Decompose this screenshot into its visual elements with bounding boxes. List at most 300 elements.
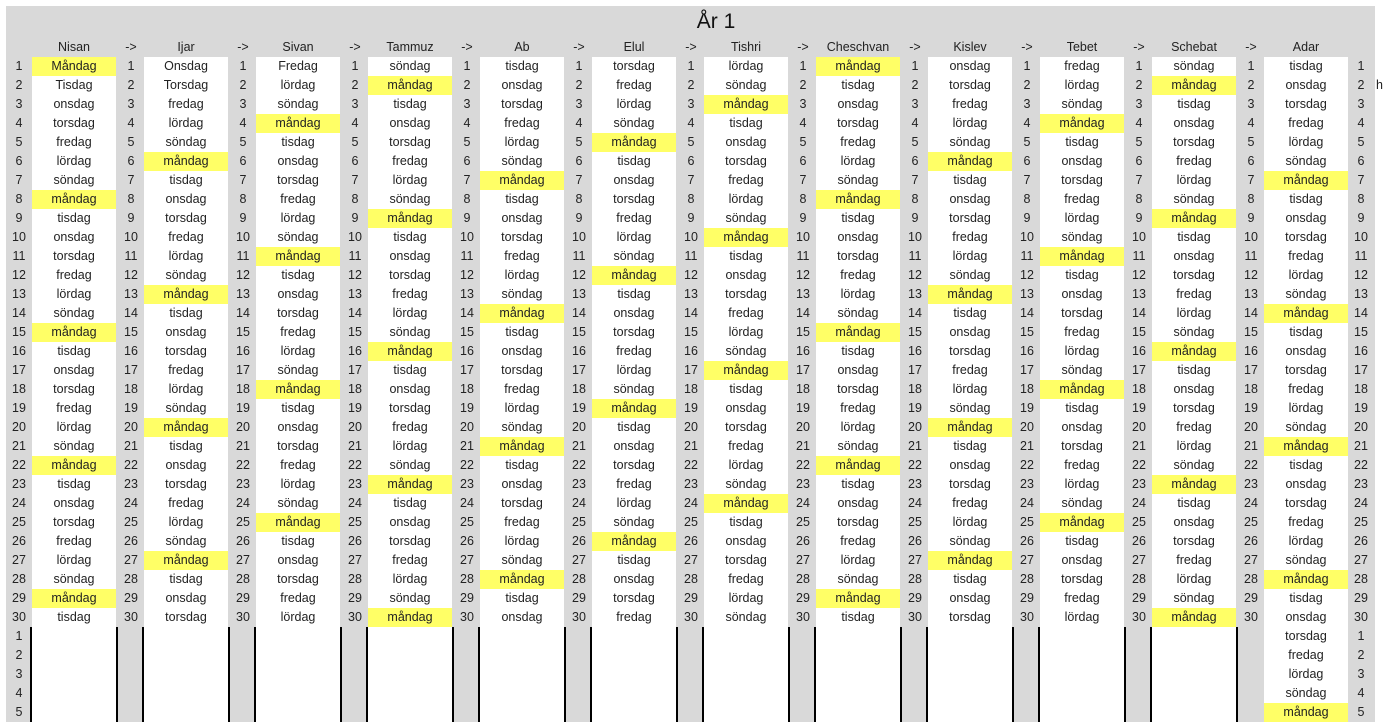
blank-cell <box>1040 703 1124 722</box>
day-cell: måndag <box>256 114 340 133</box>
row-number: 15 <box>12 325 26 339</box>
blank-cell <box>816 684 900 703</box>
day-cell: lördag <box>1040 608 1124 627</box>
row-number: 5 <box>15 705 23 719</box>
day-cell: måndag <box>928 152 1012 171</box>
day-cell: onsdag <box>256 152 340 171</box>
day-cell: onsdag <box>816 361 900 380</box>
day-cell: tisdag <box>32 209 116 228</box>
row-number: 21 <box>1132 439 1146 453</box>
row-number: 20 <box>460 420 474 434</box>
day-cell: fredag <box>368 418 452 437</box>
row-number: 19 <box>1244 401 1258 415</box>
row-number: 27 <box>1244 553 1258 567</box>
row-number: 20 <box>684 420 698 434</box>
day-cell: torsdag <box>368 133 452 152</box>
row-number: 3 <box>1135 97 1143 111</box>
row-number: 5 <box>239 135 247 149</box>
row-number: 14 <box>348 306 362 320</box>
row-number: 12 <box>124 268 138 282</box>
row-number: 13 <box>124 287 138 301</box>
day-cell: lördag <box>256 342 340 361</box>
day-cell: måndag <box>480 304 564 323</box>
row-number: 5 <box>1247 135 1255 149</box>
row-number: 11 <box>12 249 26 263</box>
row-number: 3 <box>799 97 807 111</box>
row-number: 6 <box>351 154 359 168</box>
day-cell: fredag <box>480 513 564 532</box>
row-number: 17 <box>12 363 26 377</box>
month-header: Schebat <box>1171 40 1217 54</box>
blank-cell <box>592 646 676 665</box>
overflow-glyph: h <box>1376 78 1383 92</box>
row-number: 11 <box>1020 249 1034 263</box>
day-cell: måndag <box>928 285 1012 304</box>
row-number: 29 <box>12 591 26 605</box>
day-cell: torsdag <box>928 475 1012 494</box>
row-number: 14 <box>460 306 474 320</box>
blank-cell <box>480 665 564 684</box>
day-cell: tisdag <box>928 437 1012 456</box>
row-number: 26 <box>12 534 26 548</box>
blank-cell <box>256 646 340 665</box>
day-cell: fredag <box>816 133 900 152</box>
row-number: 1 <box>463 59 471 73</box>
blank-cell <box>256 703 340 722</box>
day-cell: onsdag <box>1264 76 1348 95</box>
row-number: 3 <box>1357 667 1365 681</box>
row-number: 7 <box>687 173 695 187</box>
month-header: Ab <box>514 40 530 54</box>
row-number: 4 <box>1357 116 1365 130</box>
row-number: 19 <box>12 401 26 415</box>
row-number: 12 <box>1244 268 1258 282</box>
day-cell: torsdag <box>592 456 676 475</box>
day-cell: tisdag <box>1264 323 1348 342</box>
row-number: 17 <box>348 363 362 377</box>
arrow-label: -> <box>349 40 361 54</box>
row-number: 24 <box>348 496 362 510</box>
day-cell: tisdag <box>1264 57 1348 76</box>
day-cell: fredag <box>816 399 900 418</box>
day-cell: onsdag <box>480 209 564 228</box>
row-number: 1 <box>15 59 23 73</box>
row-number: 12 <box>12 268 26 282</box>
row-number: 23 <box>684 477 698 491</box>
row-number: 7 <box>799 173 807 187</box>
day-cell: onsdag <box>256 551 340 570</box>
row-number: 25 <box>684 515 698 529</box>
row-number: 22 <box>1354 458 1368 472</box>
day-cell: fredag <box>928 361 1012 380</box>
row-number: 26 <box>124 534 138 548</box>
day-cell: onsdag <box>32 95 116 114</box>
row-number: 2 <box>687 78 695 92</box>
day-cell: måndag <box>1152 608 1236 627</box>
row-number: 7 <box>1023 173 1031 187</box>
row-number: 18 <box>236 382 250 396</box>
day-cell: söndag <box>592 247 676 266</box>
row-number: 30 <box>796 610 810 624</box>
row-number: 4 <box>351 116 359 130</box>
day-cell: torsdag <box>1152 133 1236 152</box>
day-cell: måndag <box>480 437 564 456</box>
column-separator <box>702 627 704 722</box>
day-cell: Torsdag <box>144 76 228 95</box>
row-number: 25 <box>1354 515 1368 529</box>
day-cell: tisdag <box>144 437 228 456</box>
row-number: 2 <box>1357 648 1365 662</box>
row-number: 9 <box>351 211 359 225</box>
day-cell: fredag <box>704 304 788 323</box>
day-cell: fredag <box>1152 285 1236 304</box>
day-cell: söndag <box>32 570 116 589</box>
row-number: 25 <box>1244 515 1258 529</box>
row-number: 11 <box>908 249 922 263</box>
row-number: 14 <box>124 306 138 320</box>
row-number: 4 <box>687 116 695 130</box>
row-number: 1 <box>687 59 695 73</box>
row-number: 16 <box>572 344 586 358</box>
day-cell: måndag <box>1040 380 1124 399</box>
row-number: 4 <box>463 116 471 130</box>
day-cell: måndag <box>816 323 900 342</box>
row-number: 21 <box>908 439 922 453</box>
day-cell: tisdag <box>1040 133 1124 152</box>
row-number: 24 <box>1132 496 1146 510</box>
day-cell: torsdag <box>928 209 1012 228</box>
row-number: 18 <box>348 382 362 396</box>
row-number: 15 <box>1020 325 1034 339</box>
day-cell: måndag <box>32 190 116 209</box>
row-number: 1 <box>575 59 583 73</box>
day-cell: måndag <box>368 475 452 494</box>
day-cell: torsdag <box>704 418 788 437</box>
row-number: 23 <box>796 477 810 491</box>
day-cell: söndag <box>816 171 900 190</box>
day-cell: fredag <box>368 551 452 570</box>
column-separator <box>1012 627 1014 722</box>
day-cell: måndag <box>480 171 564 190</box>
day-cell: måndag <box>256 380 340 399</box>
row-number: 27 <box>908 553 922 567</box>
blank-cell <box>1152 627 1236 646</box>
day-cell: torsdag <box>32 513 116 532</box>
day-cell: tisdag <box>144 570 228 589</box>
arrow-label: -> <box>125 40 137 54</box>
day-cell: fredag <box>256 323 340 342</box>
row-number: 1 <box>15 629 23 643</box>
row-number: 21 <box>796 439 810 453</box>
row-number: 16 <box>1020 344 1034 358</box>
row-number: 10 <box>572 230 586 244</box>
row-number: 15 <box>460 325 474 339</box>
day-cell: tisdag <box>1264 589 1348 608</box>
day-cell: tisdag <box>1152 95 1236 114</box>
blank-cell <box>32 703 116 722</box>
row-number: 6 <box>687 154 695 168</box>
row-number: 11 <box>572 249 586 263</box>
row-number: 15 <box>1132 325 1146 339</box>
month-header: Ijar <box>177 40 195 54</box>
row-number: 1 <box>911 59 919 73</box>
row-number: 26 <box>1020 534 1034 548</box>
blank-cell <box>816 665 900 684</box>
blank-cell <box>144 627 228 646</box>
row-number: 16 <box>1244 344 1258 358</box>
day-cell: fredag <box>32 133 116 152</box>
day-cell: onsdag <box>816 494 900 513</box>
row-number: 26 <box>348 534 362 548</box>
row-number: 23 <box>1244 477 1258 491</box>
day-cell: onsdag <box>480 342 564 361</box>
day-cell: söndag <box>1152 190 1236 209</box>
row-number: 4 <box>575 116 583 130</box>
row-number: 1 <box>1357 59 1365 73</box>
row-number: 18 <box>1132 382 1146 396</box>
day-cell: lördag <box>1264 665 1348 684</box>
column-separator <box>366 627 368 722</box>
day-cell: söndag <box>368 589 452 608</box>
row-number: 18 <box>796 382 810 396</box>
column-separator <box>1038 627 1040 722</box>
day-cell: söndag <box>592 380 676 399</box>
day-cell: fredag <box>256 190 340 209</box>
day-cell: onsdag <box>928 190 1012 209</box>
day-cell: fredag <box>1264 646 1348 665</box>
day-cell: söndag <box>1152 57 1236 76</box>
day-cell: lördag <box>144 247 228 266</box>
day-cell: tisdag <box>256 266 340 285</box>
row-number: 8 <box>15 192 23 206</box>
day-cell: tisdag <box>1040 399 1124 418</box>
day-cell: lördag <box>704 589 788 608</box>
day-cell: onsdag <box>704 266 788 285</box>
day-cell: söndag <box>32 171 116 190</box>
row-number: 20 <box>348 420 362 434</box>
blank-cell <box>32 665 116 684</box>
month-header: Elul <box>623 40 645 54</box>
day-cell: onsdag <box>928 456 1012 475</box>
row-number: 11 <box>348 249 362 263</box>
day-cell: torsdag <box>704 152 788 171</box>
row-number: 8 <box>911 192 919 206</box>
day-cell: tisdag <box>1152 494 1236 513</box>
day-cell: tisdag <box>1264 456 1348 475</box>
day-cell: tisdag <box>480 57 564 76</box>
day-cell: lördag <box>480 133 564 152</box>
day-cell: tisdag <box>368 494 452 513</box>
day-cell: tisdag <box>368 361 452 380</box>
row-number: 9 <box>463 211 471 225</box>
day-cell: Fredag <box>256 57 340 76</box>
row-number: 9 <box>239 211 247 225</box>
row-number: 8 <box>127 192 135 206</box>
blank-cell <box>480 684 564 703</box>
day-cell: fredag <box>592 76 676 95</box>
day-cell: lördag <box>480 532 564 551</box>
month-header: Cheschvan <box>826 40 890 54</box>
day-cell: lördag <box>1152 304 1236 323</box>
row-number: 6 <box>799 154 807 168</box>
blank-cell <box>32 684 116 703</box>
day-cell: fredag <box>256 589 340 608</box>
row-number: 2 <box>127 78 135 92</box>
row-number: 12 <box>572 268 586 282</box>
day-cell: onsdag <box>368 380 452 399</box>
day-cell: tisdag <box>256 532 340 551</box>
column-separator <box>228 627 230 722</box>
month-header: Nisan <box>58 40 90 54</box>
row-number: 29 <box>1132 591 1146 605</box>
row-number: 18 <box>124 382 138 396</box>
row-number: 29 <box>796 591 810 605</box>
day-cell: måndag <box>1040 114 1124 133</box>
day-cell: fredag <box>144 95 228 114</box>
day-cell: söndag <box>816 437 900 456</box>
day-cell: lördag <box>1040 342 1124 361</box>
day-cell: måndag <box>32 589 116 608</box>
day-cell: torsdag <box>1264 361 1348 380</box>
day-cell: tisdag <box>928 171 1012 190</box>
day-cell: torsdag <box>1264 95 1348 114</box>
day-cell: söndag <box>368 57 452 76</box>
row-number: 24 <box>796 496 810 510</box>
row-number: 29 <box>1244 591 1258 605</box>
day-cell: söndag <box>1264 551 1348 570</box>
row-number: 28 <box>908 572 922 586</box>
day-cell: söndag <box>256 95 340 114</box>
day-cell: söndag <box>704 475 788 494</box>
row-number: 15 <box>1244 325 1258 339</box>
row-number: 11 <box>460 249 474 263</box>
row-number: 17 <box>124 363 138 377</box>
day-cell: tisdag <box>1152 228 1236 247</box>
row-number: 28 <box>124 572 138 586</box>
day-cell: tisdag <box>816 342 900 361</box>
row-number: 2 <box>1023 78 1031 92</box>
day-cell: onsdag <box>1040 551 1124 570</box>
day-cell: fredag <box>480 247 564 266</box>
row-number: 21 <box>12 439 26 453</box>
row-number: 27 <box>1132 553 1146 567</box>
day-cell: tisdag <box>928 570 1012 589</box>
row-number: 24 <box>124 496 138 510</box>
row-number: 3 <box>1023 97 1031 111</box>
day-cell: torsdag <box>32 380 116 399</box>
day-cell: måndag <box>704 494 788 513</box>
day-cell: torsdag <box>816 380 900 399</box>
row-number: 8 <box>687 192 695 206</box>
day-cell: tisdag <box>32 475 116 494</box>
row-number: 28 <box>460 572 474 586</box>
day-cell: söndag <box>928 266 1012 285</box>
day-cell: fredag <box>480 380 564 399</box>
row-number: 18 <box>1244 382 1258 396</box>
day-cell: lördag <box>1264 532 1348 551</box>
day-cell: fredag <box>704 437 788 456</box>
row-number: 12 <box>908 268 922 282</box>
row-number: 30 <box>684 610 698 624</box>
day-cell: onsdag <box>480 475 564 494</box>
row-number: 2 <box>1135 78 1143 92</box>
day-cell: måndag <box>1264 703 1348 722</box>
row-number: 26 <box>796 534 810 548</box>
blank-cell <box>704 684 788 703</box>
row-number: 8 <box>1023 192 1031 206</box>
day-cell: onsdag <box>368 247 452 266</box>
day-cell: torsdag <box>368 399 452 418</box>
row-number: 3 <box>575 97 583 111</box>
row-number: 19 <box>572 401 586 415</box>
row-number: 1 <box>351 59 359 73</box>
blank-cell <box>480 627 564 646</box>
row-number: 13 <box>572 287 586 301</box>
row-number: 27 <box>460 553 474 567</box>
day-cell: onsdag <box>704 399 788 418</box>
day-cell: torsdag <box>704 551 788 570</box>
row-number: 28 <box>1244 572 1258 586</box>
row-number: 22 <box>908 458 922 472</box>
row-number: 2 <box>239 78 247 92</box>
row-number: 13 <box>1132 287 1146 301</box>
day-cell: söndag <box>1264 418 1348 437</box>
row-number: 27 <box>236 553 250 567</box>
row-number: 7 <box>1247 173 1255 187</box>
day-cell: lördag <box>592 228 676 247</box>
row-number: 10 <box>1132 230 1146 244</box>
day-cell: söndag <box>592 513 676 532</box>
day-cell: lördag <box>256 76 340 95</box>
day-cell: fredag <box>704 171 788 190</box>
blank-cell <box>1040 665 1124 684</box>
row-number: 11 <box>684 249 698 263</box>
day-cell: onsdag <box>368 114 452 133</box>
day-cell: torsdag <box>1040 171 1124 190</box>
row-number: 3 <box>687 97 695 111</box>
day-cell: söndag <box>256 228 340 247</box>
row-number: 16 <box>908 344 922 358</box>
blank-cell <box>704 646 788 665</box>
row-number: 25 <box>124 515 138 529</box>
row-number: 3 <box>463 97 471 111</box>
arrow-label: -> <box>1245 40 1257 54</box>
day-cell: söndag <box>1040 494 1124 513</box>
row-number: 9 <box>127 211 135 225</box>
day-cell: torsdag <box>368 266 452 285</box>
day-cell: onsdag <box>816 228 900 247</box>
day-cell: tisdag <box>816 76 900 95</box>
row-number: 26 <box>1244 534 1258 548</box>
row-number: 23 <box>12 477 26 491</box>
row-number: 25 <box>1132 515 1146 529</box>
month-header: Tebet <box>1066 40 1098 54</box>
row-number: 23 <box>1132 477 1146 491</box>
day-cell: måndag <box>480 570 564 589</box>
row-number: 17 <box>460 363 474 377</box>
row-number: 24 <box>1020 496 1034 510</box>
day-cell: torsdag <box>928 76 1012 95</box>
row-number: 18 <box>1354 382 1368 396</box>
blank-cell <box>592 627 676 646</box>
blank-cell <box>704 703 788 722</box>
row-number: 5 <box>127 135 135 149</box>
blank-cell <box>592 684 676 703</box>
row-number: 30 <box>460 610 474 624</box>
day-cell: fredag <box>816 532 900 551</box>
day-cell: fredag <box>1040 57 1124 76</box>
row-number: 26 <box>460 534 474 548</box>
